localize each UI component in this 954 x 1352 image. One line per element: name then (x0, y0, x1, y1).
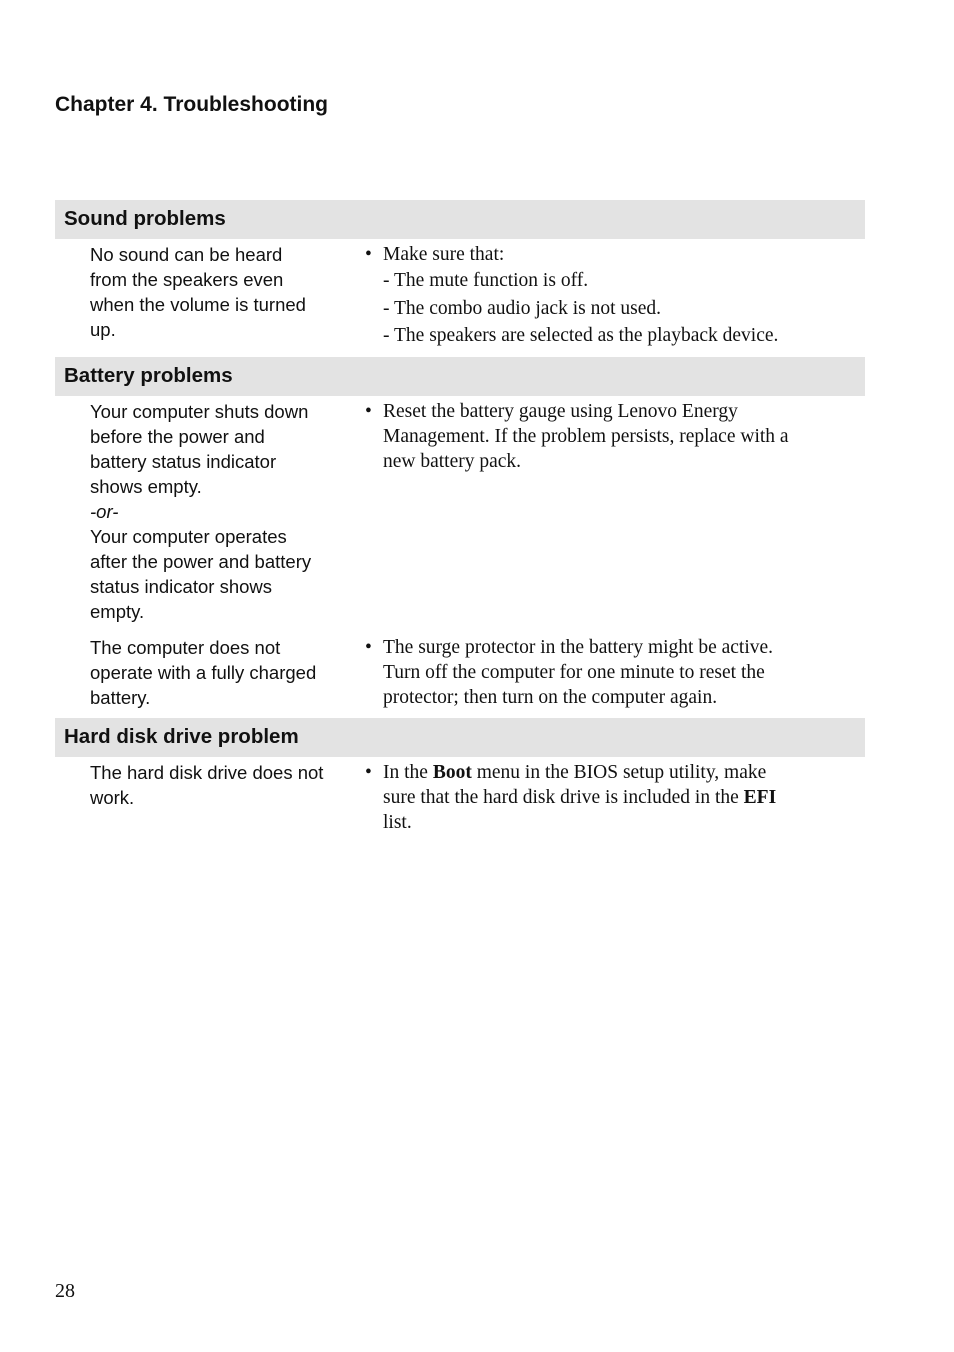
or-separator: -or- (90, 501, 119, 522)
problem-line: The hard disk drive does not (90, 762, 324, 783)
section-header-hdd (55, 718, 865, 757)
problem-line: battery status indicator (90, 451, 277, 472)
problem-line: from the speakers even (90, 269, 284, 290)
solution-line: Reset the battery gauge using Lenovo Energy (383, 401, 738, 422)
solution-item (365, 760, 860, 835)
problem-line: after the power and battery (90, 551, 312, 572)
solution-item (365, 242, 860, 267)
solution-line: Make sure that: (383, 244, 505, 265)
problem-line: No sound can be heard (90, 244, 283, 265)
section-title: Battery problems (64, 364, 233, 387)
problem-line: status indicator shows (90, 576, 273, 597)
bullet-icon: • (365, 401, 372, 422)
problem-line: shows empty. (90, 476, 202, 497)
section-header-sound (55, 200, 865, 239)
problem-line: when the volume is turned (90, 294, 306, 315)
text-run: menu in the BIOS setup utility, make (471, 762, 767, 783)
solution-line: protector; then turn on the computer again. (383, 687, 718, 708)
page-number: 28 (55, 1280, 75, 1302)
solution-subitem: - The speakers are selected as the playback device. (383, 325, 779, 346)
problem-line: Your computer shuts down (90, 401, 309, 422)
problem-line: operate with a fully charged (90, 662, 317, 683)
solution-line: new battery pack. (383, 451, 522, 472)
boot-menu-term: Boot (432, 762, 472, 783)
problem-line: The computer does not (90, 637, 281, 658)
chapter-title: Chapter 4. Troubleshooting (55, 93, 329, 116)
section-title: Hard disk drive problem (64, 725, 299, 748)
solution-item (365, 635, 860, 710)
problem-line: empty. (90, 601, 145, 622)
problem-text (90, 635, 348, 710)
problem-line: before the power and (90, 426, 265, 447)
solution-line: The surge protector in the battery might be active. (383, 637, 774, 658)
solution-line: Turn off the computer for one minute to reset the (383, 662, 765, 683)
problem-line: work. (90, 787, 135, 808)
solution-subitem: - The combo audio jack is not used. (383, 297, 661, 319)
problem-line: battery. (90, 687, 151, 708)
text-run: sure that the hard disk drive is included in the (383, 787, 744, 808)
solution-line (383, 785, 860, 810)
solution-line (383, 760, 860, 785)
problem-line: Your computer operates (90, 526, 287, 547)
problem-text (90, 760, 348, 810)
bullet-icon: • (365, 244, 372, 265)
solution-subitem: - The mute function is off. (383, 270, 589, 291)
problem-line: up. (90, 319, 116, 340)
text-run: In the (383, 762, 433, 783)
solution-text (365, 242, 860, 350)
bullet-icon: • (365, 637, 372, 658)
bullet-icon: • (365, 762, 372, 783)
efi-term: EFI (743, 787, 777, 808)
section-header-battery (55, 357, 865, 396)
solution-text (365, 635, 860, 710)
solution-line: list. (383, 812, 412, 833)
solution-text (365, 760, 860, 835)
problem-text (90, 242, 348, 342)
solution-line: Management. If the problem persists, replace with a (383, 426, 789, 447)
section-title: Sound problems (64, 207, 226, 230)
problem-text (90, 399, 348, 624)
solution-text (365, 399, 860, 474)
solution-item (365, 399, 860, 474)
